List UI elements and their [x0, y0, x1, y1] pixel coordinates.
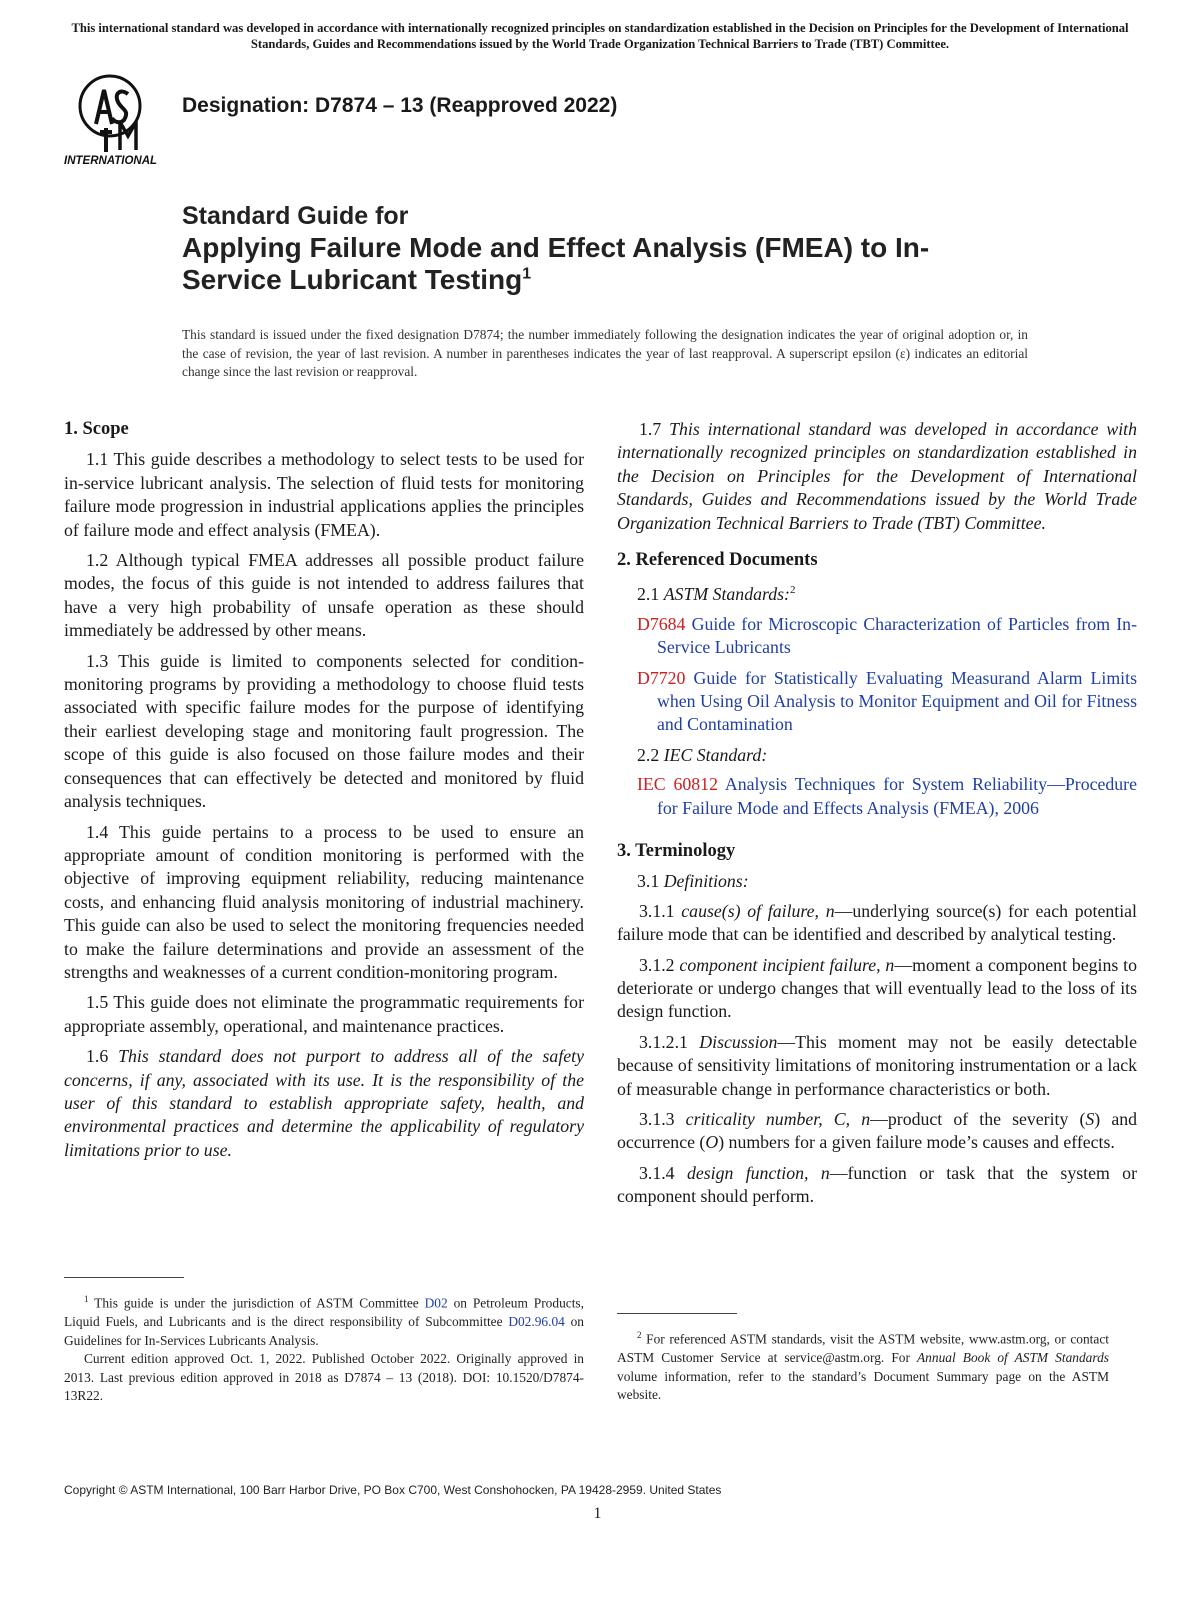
- page-number: 1: [593, 1505, 602, 1522]
- paragraph-1-2: 1.2 Although typical FMEA addresses all possible product failure modes, the focus of this guide is not intended to address failures that have a very high probability of unsafe operation as these should immediately be addressed by other means.: [64, 550, 584, 641]
- subsection-2-1: 2.1 ASTM Standards:$^2$: [637, 584, 796, 605]
- right-column: [617, 418, 1137, 1216]
- footnote-rule-right: [617, 1313, 737, 1314]
- definition-3-1-1: 3.1.1 cause(s) of failure, n—underlying source(s) for each potential failure mode that can be identified and described by analytical testing.: [617, 900, 1137, 945]
- title-line-1: Standard Guide for: [182, 202, 409, 230]
- document-title: [182, 200, 1002, 296]
- logo-wordmark: INTERNATIONAL: [64, 155, 158, 167]
- paragraph-1-1: 1.1 This guide describes a methodology to select tests to be used for in-service lubricant analysis. The selection of fluid tests for monitoring failure mode progression in industrial applications applies the principles of failure mode and effect analysis (FMEA).: [64, 449, 584, 540]
- left-column: [64, 418, 584, 1169]
- paragraph-1-7: 1.7 This international standard was developed in accordance with internationally recognized principles on standardization established in the Decision on Principles for the Development of International Standards, Guides and Recommendations issued by the World Trade Organization Technical Barriers to Trade (TBT) Committee.: [617, 419, 1137, 533]
- tbt-banner: This international standard was developed in accordance with internationally recognized principles on standardization established in the Decision on Principles for the Development of International Standards, Guides and Recommendations issued by the World Trade Organization Technical Barriers to Trade (TBT) Committee.: [71, 21, 1129, 51]
- paragraph-1-5: 1.5 This guide does not eliminate the programmatic requirements for appropriate assembly, operational, and maintenance practices.: [64, 992, 584, 1036]
- footnote-2: $^2$ For referenced ASTM standards, visit the ASTM website, www.astm.org, or contact ASTM Customer Service at service@astm.org. For Annual Book of ASTM Standards volume information, refer to the standard’s Document Summary page on the ASTM website.: [617, 1330, 1109, 1403]
- paragraph-1-3: 1.3 This guide is limited to components selected for condition-monitoring programs by providing a methodology to choose fluid tests associated with specific failure modes for the purpose of identifying their earliest developing stage and monitoring fault progression. The scope of this guide is also focused on those failure modes and their consequences that can effectively be detected and monitored by fluid analysis techniques.: [64, 650, 584, 812]
- paragraph-1-4: 1.4 This guide pertains to a process to be used to ensure an appropriate amount of condition monitoring is performed with the objective of improving equipment reliability, reducing maintenance costs, and enhancing fluid analysis monitoring of industrial machinery. This guide can also be used to select the monitoring frequencies needed to make the failure determinations and provide an assessment of the strengths and weaknesses of a current condition-monitoring program.: [64, 821, 584, 982]
- paragraph-1-6: 1.6 This standard does not purport to address all of the safety concerns, if any, associated with its use. It is the responsibility of the user of this standard to establish appropriate safety, health, and environmental practices and determine the applicability of regulatory limitations prior to use.: [64, 1046, 584, 1160]
- astm-logo-icon: [62, 72, 172, 168]
- section-heading-referenced-documents: 2. Referenced Documents: [617, 550, 818, 571]
- reference-d7684[interactable]: D7684 Guide for Microscopic Characterization of Particles from In-Service Lubricants: [637, 613, 1137, 658]
- ref-code-link[interactable]: IEC 60812: [637, 774, 718, 795]
- title-footnote-mark: 1: [522, 265, 532, 283]
- reference-d7720[interactable]: D7720 Guide for Statistically Evaluating Measurand Alarm Limits when Using Oil Analysis to Monitor Equipment and Oil for Fitness and Contamination: [637, 667, 1137, 735]
- subsection-3-1: 3.1 Definitions:: [637, 871, 749, 892]
- discussion-3-1-2-1: 3.1.2.1 Discussion—This moment may not be easily detectable because of sensitivity limitations of monitoring instrumentation or a lack of measurable change in performance characteristics or both.: [617, 1031, 1137, 1099]
- title-line-2: Applying Failure Mode and Effect Analysis (FMEA) to In-: [182, 232, 930, 263]
- definition-3-1-4: 3.1.4 design function, n—function or task that the system or component should perform.: [617, 1162, 1137, 1207]
- astm-logo: [62, 72, 172, 168]
- subsection-2-2: 2.2 IEC Standard:: [637, 744, 768, 765]
- title-line-3: Service Lubricant Testing: [182, 264, 523, 295]
- definition-3-1-2: 3.1.2 component incipient failure, n—moment a component begins to deteriorate or undergo changes that will eventually lead to the loss of its design function.: [617, 954, 1137, 1022]
- footnote-1: $^1$ This guide is under the jurisdiction of ASTM Committee D02 on Petroleum Products, Liquid Fuels, and Lubricants and is the direct responsibility of Subcommittee D02.96.04 on Guidelines for In-Services Lubricants Analysis. Current edition approved Oct. 1, 2022. Published October 2022. Originally approved in 2013. Last previous edition approved in 2018 as D7874 – 13 (2018). DOI: 10.1520/D7874-13R22.: [64, 1294, 584, 1404]
- section-heading-terminology: 3. Terminology: [617, 841, 736, 862]
- committee-link[interactable]: D02: [424, 1295, 448, 1311]
- issuance-notice: This standard is issued under the fixed designation D7874; the number immediately following the designation indicates the year of original adoption or, in the case of revision, the year of last revision. A number in parentheses indicates the year of last reapproval. A superscript epsilon (ε) indicates an editorial change since the last revision or reapproval.: [182, 327, 1028, 379]
- designation: Designation: D7874 – 13 (Reapproved 2022): [182, 94, 618, 117]
- subcommittee-link[interactable]: D02.96.04: [508, 1314, 565, 1330]
- footnote-rule-left: [64, 1277, 184, 1278]
- section-heading-scope: 1. Scope: [64, 419, 129, 439]
- reference-iec-60812[interactable]: IEC 60812 Analysis Techniques for System Reliability—Procedure for Failure Mode and Effects Analysis (FMEA), 2006: [637, 774, 1137, 818]
- ref-code-link[interactable]: D7684: [637, 613, 686, 634]
- definition-3-1-3: 3.1.3 criticality number, C, n—product of the severity (S) and occurrence (O) numbers for a given failure mode’s causes and effects.: [617, 1109, 1137, 1153]
- copyright-line: Copyright © ASTM International, 100 Barr Harbor Drive, PO Box C700, West Conshohocken, PA 19428-2959. United States: [64, 1483, 722, 1497]
- ref-code-link[interactable]: D7720: [637, 667, 686, 688]
